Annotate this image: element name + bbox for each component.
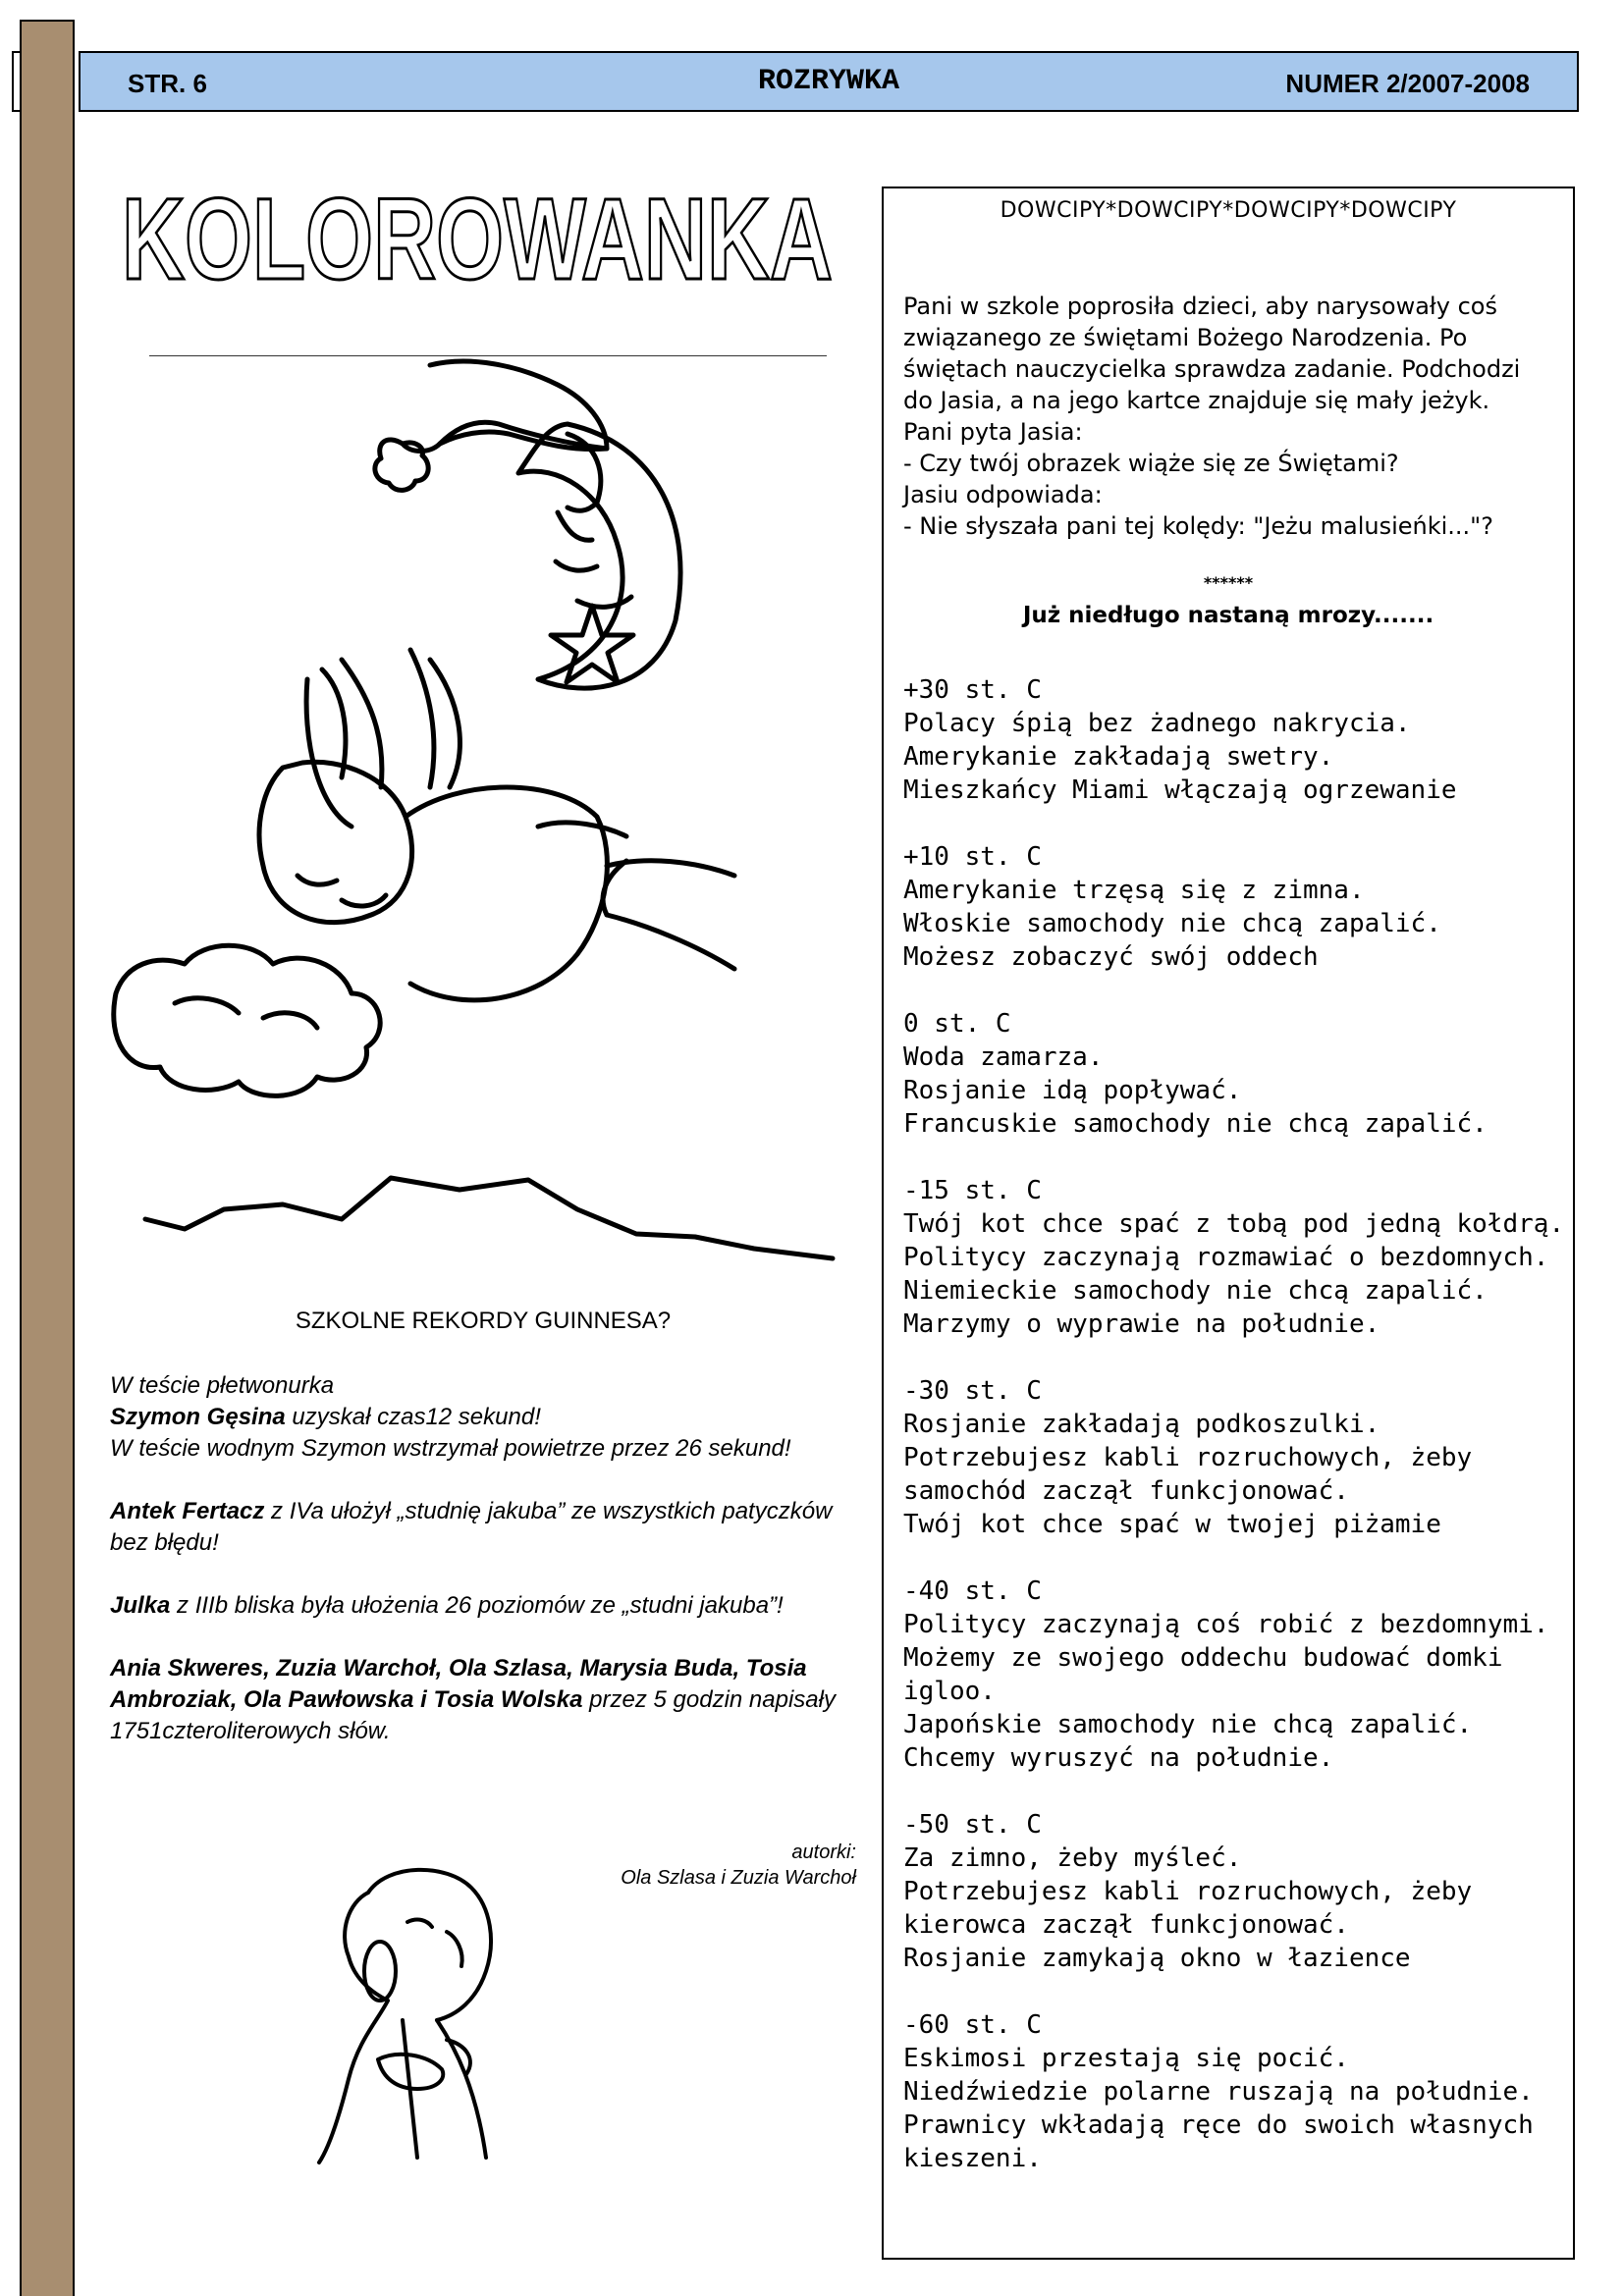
authors-names: Ola Szlasa i Zuzia Warchoł (621, 1867, 856, 1889)
frost-block (903, 840, 1571, 974)
frost-heading: Już niedługo nastaną mrozy....... (1022, 603, 1434, 628)
records-line: Ania Skweres, Zuzia Warchoł, Ola Szlasa, Marysia Buda, Tosia Ambroziak, Ola Pawłowska i Tosia Wolska przez 5 godzin napisały 1751czteroliterowych słów. (110, 1655, 836, 1744)
cloud-icon (114, 945, 380, 1095)
frost-line: Eskimosi przestają się pocić. (903, 2044, 1349, 2073)
jokes-heading: DOWCIPY*DOWCIPY*DOWCIPY*DOWCIPY (1000, 198, 1457, 223)
frost-line: Japońskie samochody nie chcą zapalić. (903, 1710, 1473, 1739)
frost-line: Politycy zaczynają coś robić z bezdomnymi. (903, 1610, 1549, 1639)
section-title: ROZRYWKA (757, 65, 900, 98)
frost-line: Amerykanie trzęsą się z zimna. (903, 876, 1365, 905)
coloring-title (116, 175, 842, 304)
frost-block (903, 2008, 1571, 2175)
frost-line: Niemieckie samochody nie chcą zapalić. (903, 1276, 1488, 1306)
frost-line: Mieszkańcy Miami włączają ogrzewanie (903, 775, 1457, 805)
frost-temperature: 0 st. C (903, 1009, 1011, 1039)
records-line: W teście płetwonurka (110, 1372, 335, 1399)
frost-line: Woda zamarza. (903, 1042, 1104, 1072)
frost-line: Potrzebujesz kabli rozruchowych, żeby (903, 1443, 1473, 1472)
frost-temperature: -50 st. C (903, 1810, 1042, 1840)
frost-line: Rosjanie idą popływać. (903, 1076, 1242, 1105)
frost-temperature: +10 st. C (903, 842, 1042, 872)
records-title: SZKOLNE REKORDY GUINNESA? (295, 1308, 672, 1334)
frost-temperature: +30 st. C (903, 675, 1042, 705)
frost-line: kieszeni. (903, 2144, 1042, 2173)
frost-list (903, 673, 1571, 2209)
frost-line: Potrzebujesz kabli rozruchowych, żeby (903, 1877, 1473, 1906)
frost-line: Włoskie samochody nie chcą zapalić. (903, 909, 1441, 938)
frost-block (903, 1808, 1571, 1975)
records-line: Julka z IIIb bliska była ułożenia 26 poziomów ze „studni jakuba”! (110, 1592, 784, 1619)
page-number: STR. 6 (128, 69, 207, 98)
jokes-separator: ****** (1203, 573, 1254, 592)
frost-line: Francuskie samochody nie chcą zapalić. (903, 1109, 1488, 1139)
jokes-intro: Pani w szkole poprosiła dzieci, aby narysowały coś związanego ze świętami Bożego Narodzenia. Po świętach nauczycielka sprawdza zadanie. Podchodzi do Jasia, a na jego kartce znajduje się mały jeżyk. Pani pyta Jasia: - Czy twój obrazek wiąże się ze Świętami? Jasiu odpowiada: - Nie słyszała pani tej kolędy: "Jeżu malusieńki..."? (903, 293, 1521, 540)
frost-line: Chcemy wyruszyć na południe. (903, 1743, 1334, 1773)
frost-line: Amerykanie zakładają swetry. (903, 742, 1334, 772)
frost-line: Twój kot chce spać z tobą pod jedną kołdrą. (903, 1209, 1565, 1239)
moon-icon (518, 424, 680, 688)
frost-line: Twój kot chce spać w twojej piżamie (903, 1510, 1441, 1539)
title-rule (149, 355, 827, 356)
frost-line: igloo. (903, 1677, 996, 1706)
frost-temperature: -40 st. C (903, 1576, 1042, 1606)
frost-block (903, 1575, 1571, 1775)
frost-line: samochód zaczął funkcjonować. (903, 1476, 1349, 1506)
records-line: Szymon Gęsina uzyskał czas12 sekund! (110, 1404, 541, 1430)
frost-line: Możesz zobaczyć swój oddech (903, 942, 1319, 972)
frost-line: Rosjanie zakładają podkoszulki. (903, 1410, 1380, 1439)
angel-icon (259, 650, 734, 1000)
frost-block (903, 1374, 1571, 1541)
records-line: W teście wodnym Szymon wstrzymał powietrze przez 26 sekund! (110, 1435, 791, 1462)
frost-block (903, 673, 1571, 807)
frost-temperature: -60 st. C (903, 2010, 1042, 2040)
frost-line: kierowca zaczął funkcjonować. (903, 1910, 1349, 1940)
issue-number: NUMER 2/2007-2008 (1285, 69, 1530, 98)
frost-line: Marzymy o wyprawie na południe. (903, 1309, 1380, 1339)
records-line: Antek Fertacz z IVa ułożył „studnię jakuba” ze wszystkich patyczków bez błędu! (110, 1498, 833, 1556)
singing-man-illustration (309, 1863, 545, 2167)
ground-line (145, 1178, 833, 1258)
frost-line: Możemy ze swojego oddechu budować domki (903, 1643, 1503, 1673)
authors-label: autorki: (791, 1842, 856, 1863)
frost-line: Rosjanie zamykają okno w łazience (903, 1944, 1411, 1973)
frost-temperature: -15 st. C (903, 1176, 1042, 1205)
coloring-illustration (145, 365, 833, 1278)
frost-block (903, 1174, 1571, 1341)
records-section (110, 1306, 856, 1747)
frost-line: Prawnicy wkładają ręce do swoich własnych (903, 2110, 1534, 2140)
frost-temperature: -30 st. C (903, 1376, 1042, 1406)
frost-line: Polacy śpią bez żadnego nakrycia. (903, 709, 1411, 738)
frost-line: Za zimno, żeby myśleć. (903, 1843, 1242, 1873)
coloring-title-text: KOLOROWANKA (122, 175, 833, 304)
authors-credit (550, 1840, 856, 1891)
frost-line: Politycy zaczynają rozmawiać o bezdomnych. (903, 1243, 1549, 1272)
header-tick (12, 51, 20, 112)
frost-block (903, 1007, 1571, 1141)
left-sidebar-bar (20, 20, 75, 2296)
frost-line: Niedźwiedzie polarne ruszają na południe. (903, 2077, 1534, 2107)
jokes-box (882, 187, 1575, 2260)
page-header (79, 51, 1579, 112)
